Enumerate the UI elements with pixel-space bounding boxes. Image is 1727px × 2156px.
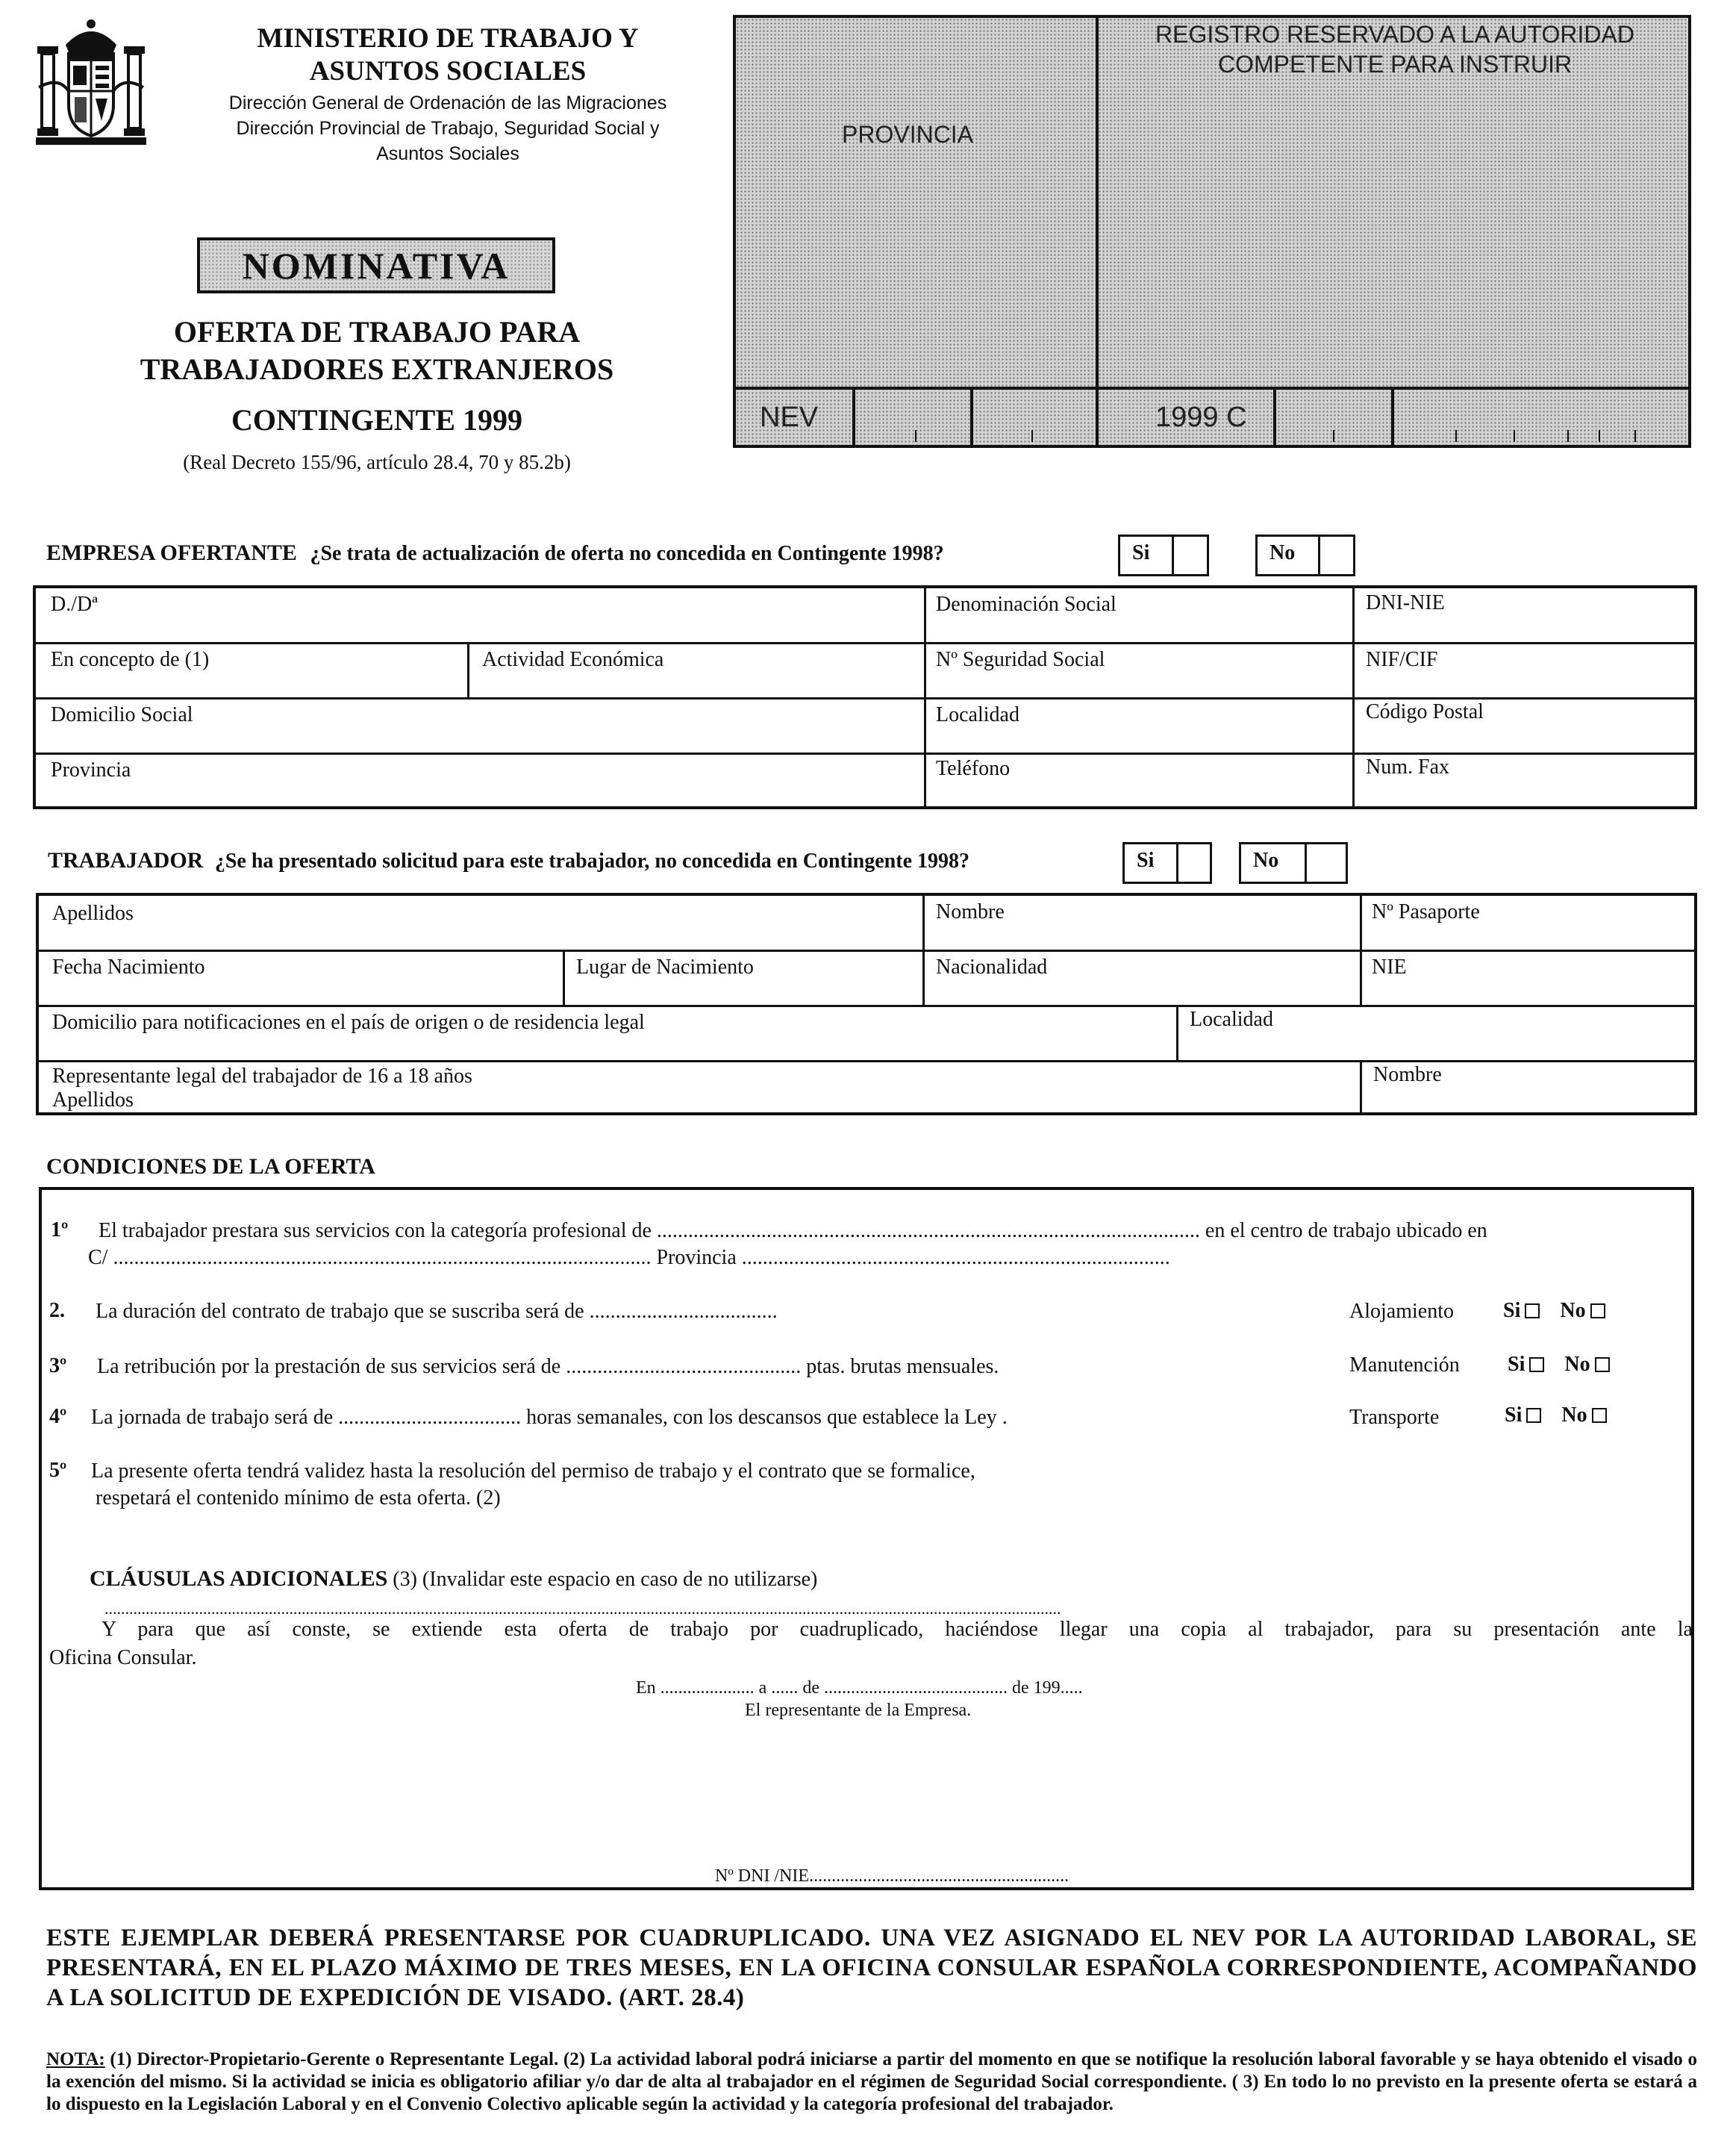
registry-cell-divider (1273, 387, 1276, 448)
ministry-name-line2: ASUNTOS SOCIALES (309, 56, 587, 87)
alojamiento-label: Alojamiento (1349, 1300, 1454, 1323)
registry-cell-divider (852, 387, 855, 448)
condition-4-number: 4º (49, 1405, 67, 1428)
ministry-subtitle-line3: Asuntos Sociales (376, 143, 519, 164)
decree-reference: (Real Decreto 155/96, artículo 28.4, 70 y 85.2b) (183, 451, 571, 473)
trabajador-yes-label: Si (1125, 844, 1178, 882)
alojamiento-si-checkbox[interactable] (1525, 1303, 1540, 1318)
condition-1-line2: C/ ....................................................................................................... Provincia .................................................................................. (88, 1246, 1170, 1269)
field-domicilio-notificaciones[interactable]: Domicilio para notificaciones en el país de origen o de residencia legal (52, 1011, 645, 1034)
field-fecha-nacimiento[interactable]: Fecha Nacimiento (52, 956, 205, 979)
field-representante-nombre[interactable]: Nombre (1373, 1063, 1442, 1086)
ministry-subtitle-line2: Dirección Provincial de Trabajo, Seguridad Social y (236, 118, 660, 139)
field-representante-legal[interactable] (43, 1062, 472, 1112)
clausulas-input[interactable]: ......................................................................................................................................................................................................................................... (104, 1599, 1061, 1618)
registry-tick (1599, 430, 1600, 442)
nota-text: (1) Director-Propietario-Gerente o Representante Legal. (2) La actividad laboral podrá iniciarse a partir del momento en que se notifique la resolución laboral favorable y se haya obtenido el visado o la exención del mismo. Si la actividad se inicia es obligatorio afiliar y/o dar de alta al trabajador en el régimen de Seguridad Social correspondiente. ( 3) En todo lo no previsto en la presente oferta se estará a lo dispuesto en la Legislación Laboral y en el Convenio Colectivo aplicable según la actividad y la categoría profesional del trabajador. (46, 2049, 1697, 2114)
registry-year-code: 1999 C (1155, 402, 1247, 433)
field-dd[interactable]: D./Dª (51, 593, 98, 616)
nominativa-badge (197, 237, 555, 293)
transporte-si-checkbox[interactable] (1526, 1408, 1541, 1423)
alojamiento-no-checkbox[interactable] (1590, 1303, 1605, 1318)
condition-5-line2: respetará el contenido mínimo de esta oferta. (2) (96, 1486, 501, 1509)
trabajador-yes-checkbox[interactable] (1122, 842, 1212, 884)
registry-cell-divider (1391, 387, 1394, 448)
grid-line (1360, 1060, 1362, 1112)
empresa-yes-box[interactable] (1174, 537, 1207, 574)
trabajador-no-box[interactable] (1307, 844, 1346, 882)
manutencion-no-label: No (1564, 1353, 1590, 1376)
trabajador-yes-box[interactable] (1178, 844, 1210, 882)
grid-line (924, 588, 926, 806)
grid-line (467, 642, 469, 697)
manutencion-label: Manutención (1349, 1353, 1460, 1377)
field-num-fax[interactable]: Num. Fax (1366, 755, 1449, 779)
trabajador-question-row (48, 848, 969, 873)
submission-warning: ESTE EJEMPLAR DEBERÁ PRESENTARSE POR CUADRUPLICADO. UNA VEZ ASIGNADO EL NEV POR LA AUTORIDAD LABORAL, SE PRESENTARÁ, EN EL PLAZO MÁXIMO DE TRES MESES, EN LA OFICINA CONSULAR ESPAÑOLA CORRESPONDIENTE, ACOMPAÑANDO A LA SOLICITUD DE EXPEDICIÓN DE VISADO. (ART. 28.4) (46, 1925, 1697, 2011)
firma-representante-label: El representante de la Empresa. (745, 1701, 972, 1720)
registry-tick (1455, 430, 1457, 442)
transporte-options (1505, 1403, 1611, 1427)
grid-line (36, 642, 1694, 644)
field-localidad[interactable]: Localidad (936, 703, 1019, 726)
manutencion-si-checkbox[interactable] (1529, 1357, 1544, 1372)
grid-line (1352, 588, 1355, 806)
field-dni-nie[interactable]: DNI-NIE (1366, 591, 1445, 614)
empresa-question-row (46, 540, 944, 566)
registry-divider-horizontal (733, 387, 1691, 390)
condition-1-line1: El trabajador prestara sus servicios con la categoría profesional de ........................................................................................................ en el centro de trabajo ubicado en (99, 1219, 1487, 1242)
registry-tick (1031, 430, 1033, 442)
grid-line (1360, 896, 1362, 1005)
alojamiento-options (1503, 1299, 1610, 1323)
field-actividad-economica[interactable]: Actividad Económica (482, 648, 664, 671)
nominativa-label: NOMINATIVA (242, 244, 510, 287)
condition-3-text: La retribución por la prestación de sus servicios será de ............................................. ptas. brutas mensuales. (97, 1355, 999, 1378)
condition-4-text: La jornada de trabajo será de ................................... horas semanales, con los descansos que establece la Ley . (91, 1406, 1008, 1429)
condition-3-number: 3º (49, 1354, 67, 1377)
field-nombre[interactable]: Nombre (936, 900, 1005, 923)
field-apellidos[interactable]: Apellidos (52, 902, 134, 925)
alojamiento-no-label: No (1560, 1299, 1586, 1322)
condition-5-line1: La presente oferta tendrá validez hasta la resolución del permiso de trabajo y el contrato que se formalice, (91, 1459, 975, 1483)
field-en-concepto-de[interactable]: En concepto de (1) (51, 648, 210, 671)
field-localidad-trabajador[interactable]: Localidad (1190, 1008, 1273, 1031)
nota-label: NOTA: (46, 2049, 105, 2069)
representante-line2: Apellidos (52, 1088, 134, 1112)
manutencion-si-label: Si (1508, 1353, 1525, 1376)
transporte-no-label: No (1561, 1403, 1587, 1427)
clausulas-note: (3) (Invalidar este espacio en caso de no utilizarse) (393, 1568, 818, 1591)
transporte-si-label: Si (1505, 1403, 1523, 1427)
field-nif-cif[interactable]: NIF/CIF (1366, 648, 1438, 671)
registry-tick (915, 430, 916, 442)
registry-nev-label: NEV (760, 402, 819, 433)
form-title-line1: OFERTA DE TRABAJO PARA (173, 315, 581, 349)
field-domicilio-social[interactable]: Domicilio Social (51, 703, 193, 726)
field-provincia[interactable]: Provincia (51, 758, 131, 782)
trabajador-heading: TRABAJADOR (48, 848, 204, 873)
grid-line (922, 896, 925, 1005)
condition-5-number: 5º (49, 1459, 67, 1482)
form-title-line2: TRABAJADORES EXTRANJEROS (140, 352, 614, 386)
registry-tick (1634, 430, 1636, 442)
fecha-lugar-line[interactable]: En ..................... a ...... de ......................................... de 199..... (636, 1678, 1083, 1698)
field-telefono[interactable]: Teléfono (936, 757, 1011, 780)
registry-tick (1333, 430, 1334, 442)
registry-reserved-line2: COMPETENTE PARA INSTRUIR (1217, 51, 1573, 78)
trabajador-form-grid (36, 893, 1697, 1115)
registry-divider-vertical (1096, 15, 1099, 448)
registry-reserved-line1: REGISTRO RESERVADO A LA AUTORIDAD (1155, 21, 1634, 48)
field-codigo-postal[interactable]: Código Postal (1366, 700, 1484, 723)
alojamiento-si-label: Si (1503, 1299, 1521, 1322)
empresa-no-checkbox[interactable] (1255, 535, 1355, 576)
empresa-yes-label: Si (1120, 537, 1174, 574)
trabajador-question: ¿Se ha presentado solicitud para este trabajador, no concedida en Contingente 1998? (214, 850, 970, 873)
transporte-no-checkbox[interactable] (1592, 1408, 1607, 1423)
registry-tick (1514, 430, 1515, 442)
registry-cell-divider (970, 387, 973, 448)
manutencion-options (1508, 1353, 1614, 1377)
field-nacionalidad[interactable]: Nacionalidad (936, 956, 1048, 979)
field-lugar-nacimiento[interactable]: Lugar de Nacimiento (576, 956, 754, 979)
grid-line (563, 950, 565, 1005)
transporte-label: Transporte (1349, 1406, 1440, 1429)
constancia-line2: Oficina Consular. (49, 1646, 197, 1669)
trabajador-no-checkbox[interactable] (1239, 842, 1348, 884)
field-seguridad-social[interactable]: Nº Seguridad Social (936, 648, 1105, 671)
field-pasaporte[interactable]: Nº Pasaporte (1372, 900, 1480, 923)
empresa-question: ¿Se trata de actualización de oferta no concedida en Contingente 1998? (310, 542, 944, 565)
manutencion-no-checkbox[interactable] (1595, 1357, 1610, 1372)
registry-reserved-area (733, 15, 1691, 448)
empresa-yes-checkbox[interactable] (1118, 535, 1209, 576)
condiciones-box (39, 1187, 1694, 1890)
empresa-form-grid (33, 585, 1697, 809)
grid-line (1176, 1005, 1178, 1060)
clausulas-title: CLÁUSULAS ADICIONALES (90, 1566, 388, 1591)
condiciones-heading: CONDICIONES DE LA OFERTA (46, 1154, 375, 1179)
ministry-subtitle-line1: Dirección General de Ordenación de las Migraciones (228, 93, 667, 113)
field-nie[interactable]: NIE (1372, 956, 1407, 979)
ministry-name-line1: MINISTERIO DE TRABAJO Y (257, 23, 639, 54)
nota-paragraph (46, 2048, 1697, 2116)
empresa-no-label: No (1258, 537, 1320, 574)
clausulas-row (90, 1566, 817, 1592)
constancia-line1: Y para que así conste, se extiende esta oferta de trabajo por cuadruplicado, haciéndose llegar una copia al trabajador, para su presentación ante la (102, 1618, 1693, 1641)
grid-line (39, 950, 1694, 952)
empresa-heading: EMPRESA OFERTANTE (46, 540, 297, 565)
empresa-no-box[interactable] (1320, 537, 1353, 574)
dni-nie-signature-line[interactable]: Nº DNI /NIE.......................................................... (715, 1866, 1069, 1886)
trabajador-no-label: No (1241, 844, 1307, 882)
registry-tick (1567, 430, 1569, 442)
registry-province-label: PROVINCIA (842, 121, 974, 148)
condition-2-number: 2. (49, 1299, 65, 1322)
representante-line1: Representante legal del trabajador de 16 a 18 años (52, 1065, 472, 1088)
field-denominacion-social[interactable]: Denominación Social (936, 593, 1117, 616)
condition-1-number: 1º (51, 1218, 69, 1241)
grid-line (39, 1005, 1694, 1007)
form-title-contingente: CONTINGENTE 1999 (231, 403, 523, 437)
coat-of-arms-emblem (36, 16, 146, 147)
condition-2-text: La duración del contrato de trabajo que se suscriba será de .................................... (96, 1300, 778, 1323)
